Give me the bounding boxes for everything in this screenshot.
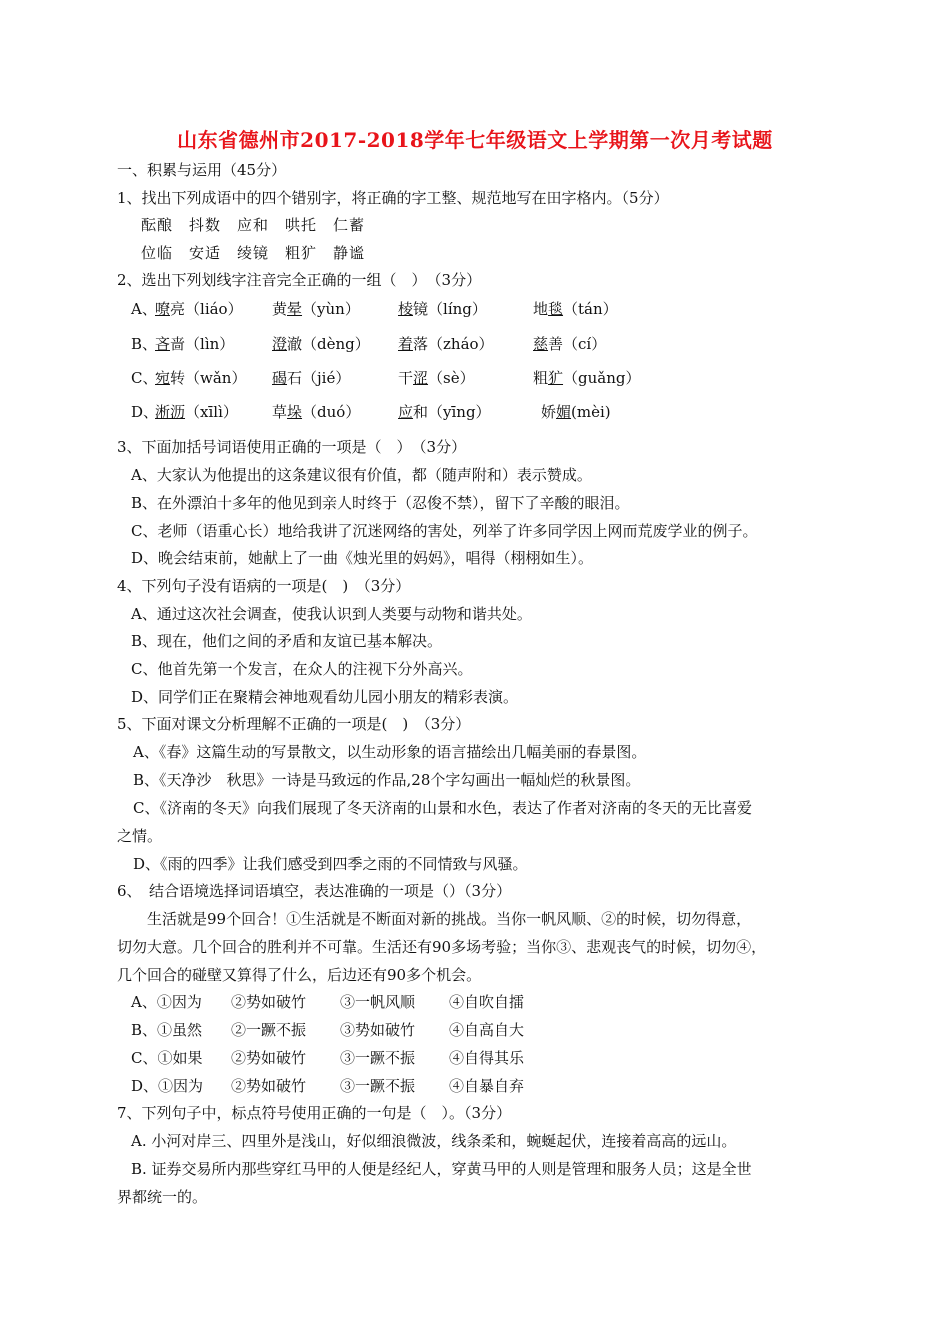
q5-option-a: A、《春》这篇生动的写景散文，以生动形象的语言描绘出几幅美丽的春景图。 bbox=[133, 743, 647, 761]
q3-option-b: B、在外漂泊十多年的他见到亲人时终于（忍俊不禁），留下了辛酸的眼泪。 bbox=[131, 494, 630, 512]
q3-option-d: D、晚会结束前，她献上了一曲《烛光里的妈妈》，唱得（栩栩如生）。 bbox=[131, 549, 594, 567]
q4-stem: 4、下列句子没有语病的一项是( ) （3分） bbox=[117, 577, 411, 595]
q2-item: 宛转（wǎn） bbox=[155, 369, 247, 387]
q2-item: 澄澈（dèng） bbox=[272, 335, 370, 353]
q6-option-part: ②一蹶不振 bbox=[231, 1021, 307, 1039]
q2-item: 棱镜（líng） bbox=[398, 300, 487, 318]
q2-item: 淅沥（xīlì） bbox=[155, 403, 238, 421]
section-heading: 一、积累与运用（45分） bbox=[117, 161, 287, 179]
q2-item: 干涩（sè） bbox=[398, 369, 475, 387]
q2-stem: 2、选出下列划线字注音完全正确的一组（ ） （3分） bbox=[117, 271, 482, 289]
q2-option-label: A、 bbox=[131, 300, 157, 318]
q6-option-part: ③一帆风顺 bbox=[340, 993, 416, 1011]
q6-option-part: ③势如破竹 bbox=[340, 1021, 416, 1039]
q2-item: 地毯（tán） bbox=[533, 300, 618, 318]
q6-passage-line2: 切勿大意。几个回合的胜利并不可靠。生活还有90多场考验；当你③、悲观丧气的时候，切勿④， bbox=[117, 938, 767, 956]
q6-option-part: ②势如破竹 bbox=[231, 1077, 307, 1095]
q7-option-b: B. 证券交易所内那些穿红马甲的人便是经纪人，穿黄马甲的人则是管理和服务人员；这是全世 bbox=[131, 1160, 752, 1178]
q6-option-part: A、①因为 bbox=[131, 993, 202, 1011]
q2-option-label: B、 bbox=[131, 335, 158, 353]
exam-title: 山东省德州市2017-2018学年七年级语文上学期第一次月考试题 bbox=[177, 128, 773, 152]
q1-words-row2: 位临 安适 绫镜 粗犷 静谧 bbox=[141, 244, 366, 262]
q2-item: 草垛（duó） bbox=[272, 403, 361, 421]
q6-option-part: ④自得其乐 bbox=[449, 1049, 525, 1067]
q2-item: 慈善（cí） bbox=[533, 335, 607, 353]
q3-option-c: C、老师（语重心长）地给我讲了沉迷网络的害处，列举了许多同学因上网而荒废学业的例子。 bbox=[131, 522, 758, 540]
q6-stem: 6、 结合语境选择词语填空，表达准确的一项是（）（3分） bbox=[117, 882, 512, 900]
q6-option-part: ④自吹自擂 bbox=[449, 993, 525, 1011]
q4-option-d: D、同学们正在聚精会神地观看幼儿园小朋友的精彩表演。 bbox=[131, 688, 519, 706]
q6-option-part: ④自高自大 bbox=[449, 1021, 525, 1039]
q6-option-part: ②势如破竹 bbox=[231, 1049, 307, 1067]
q5-option-b: B、《天净沙 秋思》一诗是马致远的作品,28个字勾画出一幅灿烂的秋景图。 bbox=[133, 771, 641, 789]
q6-passage-line3: 几个回合的碰壁又算得了什么，后边还有90多个机会。 bbox=[117, 966, 482, 984]
q6-option-part: ③一蹶不振 bbox=[340, 1049, 416, 1067]
q2-item: 娇媚(mèi) bbox=[541, 403, 611, 421]
q5-option-c-continued: 之情。 bbox=[117, 827, 163, 845]
q2-option-label: D、 bbox=[131, 403, 159, 421]
q6-option-part: ④自暴自弃 bbox=[449, 1077, 525, 1095]
q7-option-b-continued: 界都统一的。 bbox=[117, 1188, 208, 1206]
q7-option-a: A. 小河对岸三、四里外是浅山，好似细浪微波，线条柔和，蜿蜒起伏，连接着高高的远山。 bbox=[131, 1132, 737, 1150]
q5-stem: 5、下面对课文分析理解不正确的一项是( ) （3分） bbox=[117, 715, 471, 733]
q1-stem: 1、找出下列成语中的四个错别字，将正确的字工整、规范地写在田字格内。（5分） bbox=[117, 189, 669, 207]
q5-option-c: C、《济南的冬天》向我们展现了冬天济南的山景和水色，表达了作者对济南的冬天的无比喜爱 bbox=[133, 799, 752, 817]
q2-option-label: C、 bbox=[131, 369, 158, 387]
q3-stem: 3、下面加括号词语使用正确的一项是（ ） （3分） bbox=[117, 438, 467, 456]
q2-item: 应和（yīng） bbox=[398, 403, 491, 421]
q5-option-d: D、《雨的四季》让我们感受到四季之雨的不同情致与风骚。 bbox=[133, 855, 528, 873]
q4-option-c: C、他首先第一个发言，在众人的注视下分外高兴。 bbox=[131, 660, 473, 678]
q6-option-part: ③一蹶不振 bbox=[340, 1077, 416, 1095]
q3-option-a: A、大家认为他提出的这条建议很有价值，都（随声附和）表示赞成。 bbox=[131, 466, 592, 484]
q2-item: 嘹亮（liáo） bbox=[155, 300, 243, 318]
q2-item: 吝啬（lìn） bbox=[155, 335, 235, 353]
q1-words-row1: 酝酿 抖数 应和 哄托 仁蓄 bbox=[141, 216, 366, 234]
q4-option-a: A、通过这次社会调查，使我认识到人类要与动物和谐共处。 bbox=[131, 605, 532, 623]
q7-stem: 7、下列句子中，标点符号使用正确的一句是（ ）。（3分） bbox=[117, 1104, 512, 1122]
q6-option-part: B、①虽然 bbox=[131, 1021, 203, 1039]
q2-item: 碣石（jié） bbox=[272, 369, 351, 387]
q6-passage-line1: 生活就是99个回合！①生活就是不断面对新的挑战。当你一帆风顺、②的时候，切勿得意， bbox=[147, 910, 752, 928]
q4-option-b: B、现在，他们之间的矛盾和友谊已基本解决。 bbox=[131, 632, 443, 650]
q6-option-part: D、①因为 bbox=[131, 1077, 204, 1095]
q2-item: 黄晕（yùn） bbox=[272, 300, 360, 318]
q2-item: 着落（zháo） bbox=[398, 335, 494, 353]
q6-option-part: C、①如果 bbox=[131, 1049, 203, 1067]
q2-item: 粗犷（guǎng） bbox=[533, 369, 641, 387]
q6-option-part: ②势如破竹 bbox=[231, 993, 307, 1011]
